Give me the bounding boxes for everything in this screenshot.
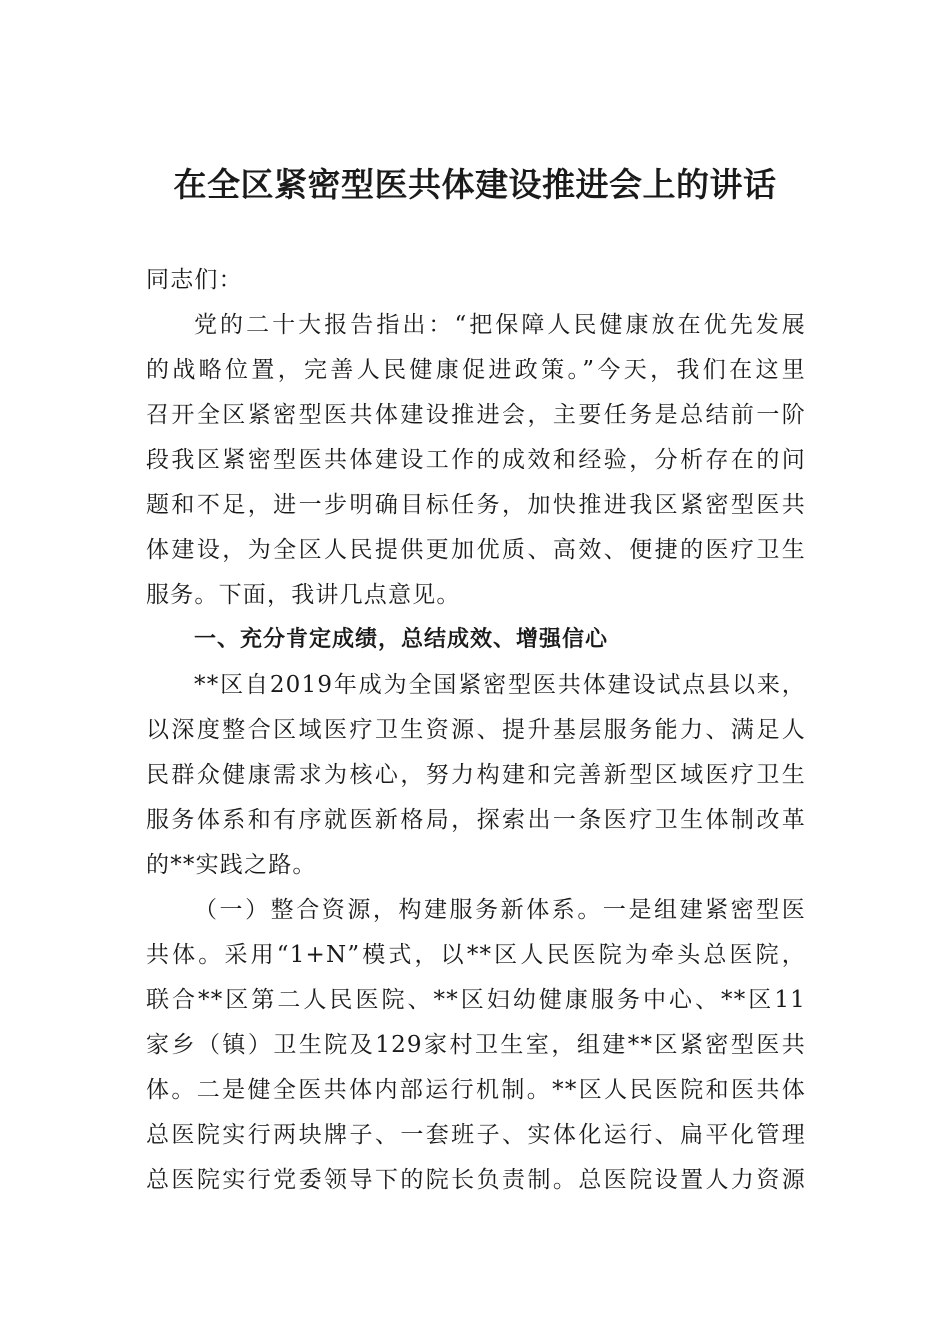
document-title: 在全区紧密型医共体建设推进会上的讲话 <box>173 165 777 204</box>
intro-line: 体建设，为全区人民提供更加优质、高效、便捷的医疗卫生 <box>146 537 806 563</box>
subsection-line: 总医院实行党委领导下的院长负责制。总医院设置人力资源 <box>146 1167 806 1193</box>
subsection-line: 体。二是健全医共体内部运行机制。**区人民医院和医共体 <box>146 1077 806 1103</box>
section-line: **区自2019年成为全国紧密型医共体建设试点县以来， <box>194 672 806 698</box>
intro-line: 题和不足，进一步明确目标任务，加快推进我区紧密型医共 <box>146 492 806 518</box>
section-line: 的**实践之路。 <box>146 852 317 878</box>
subsection-line: 联合**区第二人民医院、**区妇幼健康服务中心、**区11 <box>146 987 806 1013</box>
subsection-line: 家乡（镇）卫生院及129家村卫生室，组建**区紧密型医共 <box>146 1032 806 1058</box>
intro-line: 段我区紧密型医共体建设工作的成效和经验，分析存在的问 <box>146 447 806 473</box>
section-line: 民群众健康需求为核心，努力构建和完善新型区域医疗卫生 <box>146 762 806 788</box>
subsection-line: 共体。采用“1+N”模式，以**区人民医院为牵头总医院， <box>146 942 806 968</box>
subsection-line: （一）整合资源，构建服务新体系。一是组建紧密型医 <box>194 897 806 923</box>
intro-line: 党的二十大报告指出：“把保障人民健康放在优先发展 <box>194 312 806 338</box>
section-line: 以深度整合区域医疗卫生资源、提升基层服务能力、满足人 <box>146 717 806 743</box>
intro-line: 召开全区紧密型医共体建设推进会，主要任务是总结前一阶 <box>146 402 806 428</box>
intro-line: 服务。下面，我讲几点意见。 <box>146 582 461 608</box>
salutation: 同志们： <box>146 267 243 293</box>
section-line: 服务体系和有序就医新格局，探索出一条医疗卫生体制改革 <box>146 807 806 833</box>
intro-line: 的战略位置，完善人民健康促进政策。”今天，我们在这里 <box>146 357 806 383</box>
subsection-line: 总医院实行两块牌子、一套班子、实体化运行、扁平化管理 <box>146 1122 806 1148</box>
section-heading: 一、充分肯定成绩，总结成效、增强信心 <box>194 627 609 652</box>
